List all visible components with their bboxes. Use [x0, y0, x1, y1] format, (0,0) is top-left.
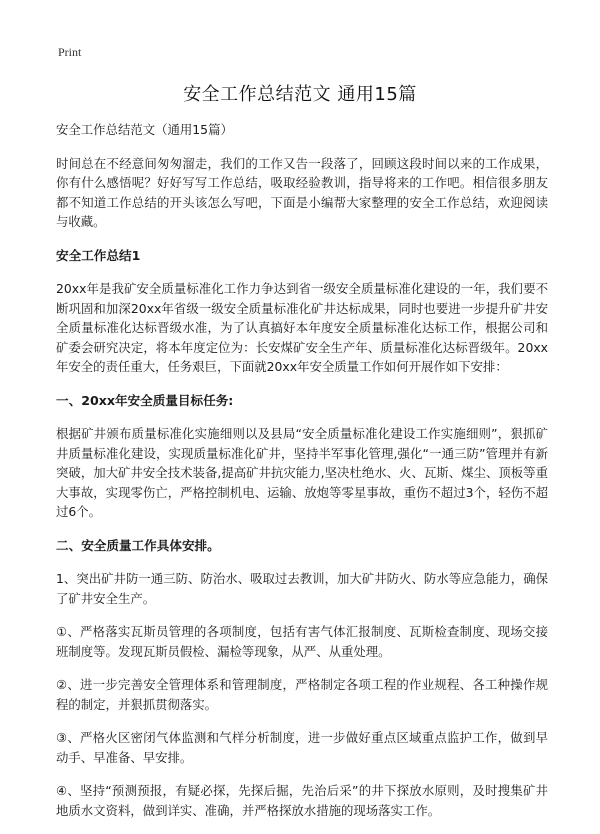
document-body	[56, 120, 548, 834]
plan-item-circled-1: ①、严格落实瓦斯员管理的各项制度，包括有害气体汇报制度、瓦斯检查制度、现场交接班制度等。发现瓦斯员假检、漏检等现象，从严、从重处理。	[56, 624, 548, 659]
section-1-paragraph: 20xx年是我矿安全质量标准化工作力争达到省一级安全质量标准化建设的一年，我们要不断巩固和加深20xx年省级一级安全质量标准化矿井达标成果，同时也要进一步提升矿井安全质量标准化达标晋级水准，为了认真搞好本年度安全质量标准化达标工作，根据公司和矿委会研究决定，将本年度定位为：长安煤矿安全生产年、质量标准化达标晋级年。20xx年安全的责任重大，任务艰巨，下面就20xx年安全质量工作如何开展作如下安排：	[56, 281, 548, 374]
plan-item-circled-2: ②、进一步完善安全管理体系和管理制度，严格制定各项工程的作业规程、各工种操作规程的制定，并狠抓贯彻落实。	[56, 677, 548, 712]
intro-paragraph: 时间总在不经意间匆匆溜走，我们的工作又告一段落了，回顾这段时间以来的工作成果，你有什么感悟呢？好好写写工作总结，吸取经验教训，指导将来的工作吧。相信很多朋友都不知道工作总结的开头该怎么写吧，下面是小编帮大家整理的安全工作总结，欢迎阅读与收藏。	[56, 155, 548, 229]
heading-goal: 一、20xx年安全质量目标任务:	[56, 392, 234, 408]
document-title: 安全工作总结范文 通用15篇	[183, 84, 417, 105]
plan-item-circled-3: ③、严格火区密闭气体监测和气样分析制度，进一步做好重点区域重点监护工作，做到早动手、早准备、早安排。	[56, 730, 548, 765]
heading-plan: 二、安全质量工作具体安排。	[56, 537, 220, 553]
goal-paragraph: 根据矿井颁布质量标准化实施细则以及县局“安全质量标准化建设工作实施细则”，狠抓矿井质量标准化建设，实现质量标准化矿井，坚持半军事化管理,强化“一通三防”管理并有新突破，加大矿井安全技术装备,提高矿井抗灾能力,坚决杜绝水、火、瓦斯、煤尘、顶板等重大事故，实现零伤亡，严格控制机电、运输、放炮等零星事故，重伤不超过3个，轻伤不超过6个。	[56, 426, 548, 519]
print-label: Print	[58, 45, 82, 59]
plan-item-1: 1、突出矿井防一通三防、防治水、吸取过去教训，加大矿井防火、防水等应急能力，确保了矿井安全生产。	[56, 571, 548, 606]
plan-item-circled-4: ④、坚持“预测预报，有疑必探，先探后掘，先治后采”的井下探放水原则，及时搜集矿井地质水文资料，做到详实、准确，并严格探放水措施的现场落实工作。	[56, 783, 548, 818]
section-heading-1: 安全工作总结1	[56, 247, 141, 263]
document-subtitle: 安全工作总结范文（通用15篇）	[56, 122, 233, 137]
